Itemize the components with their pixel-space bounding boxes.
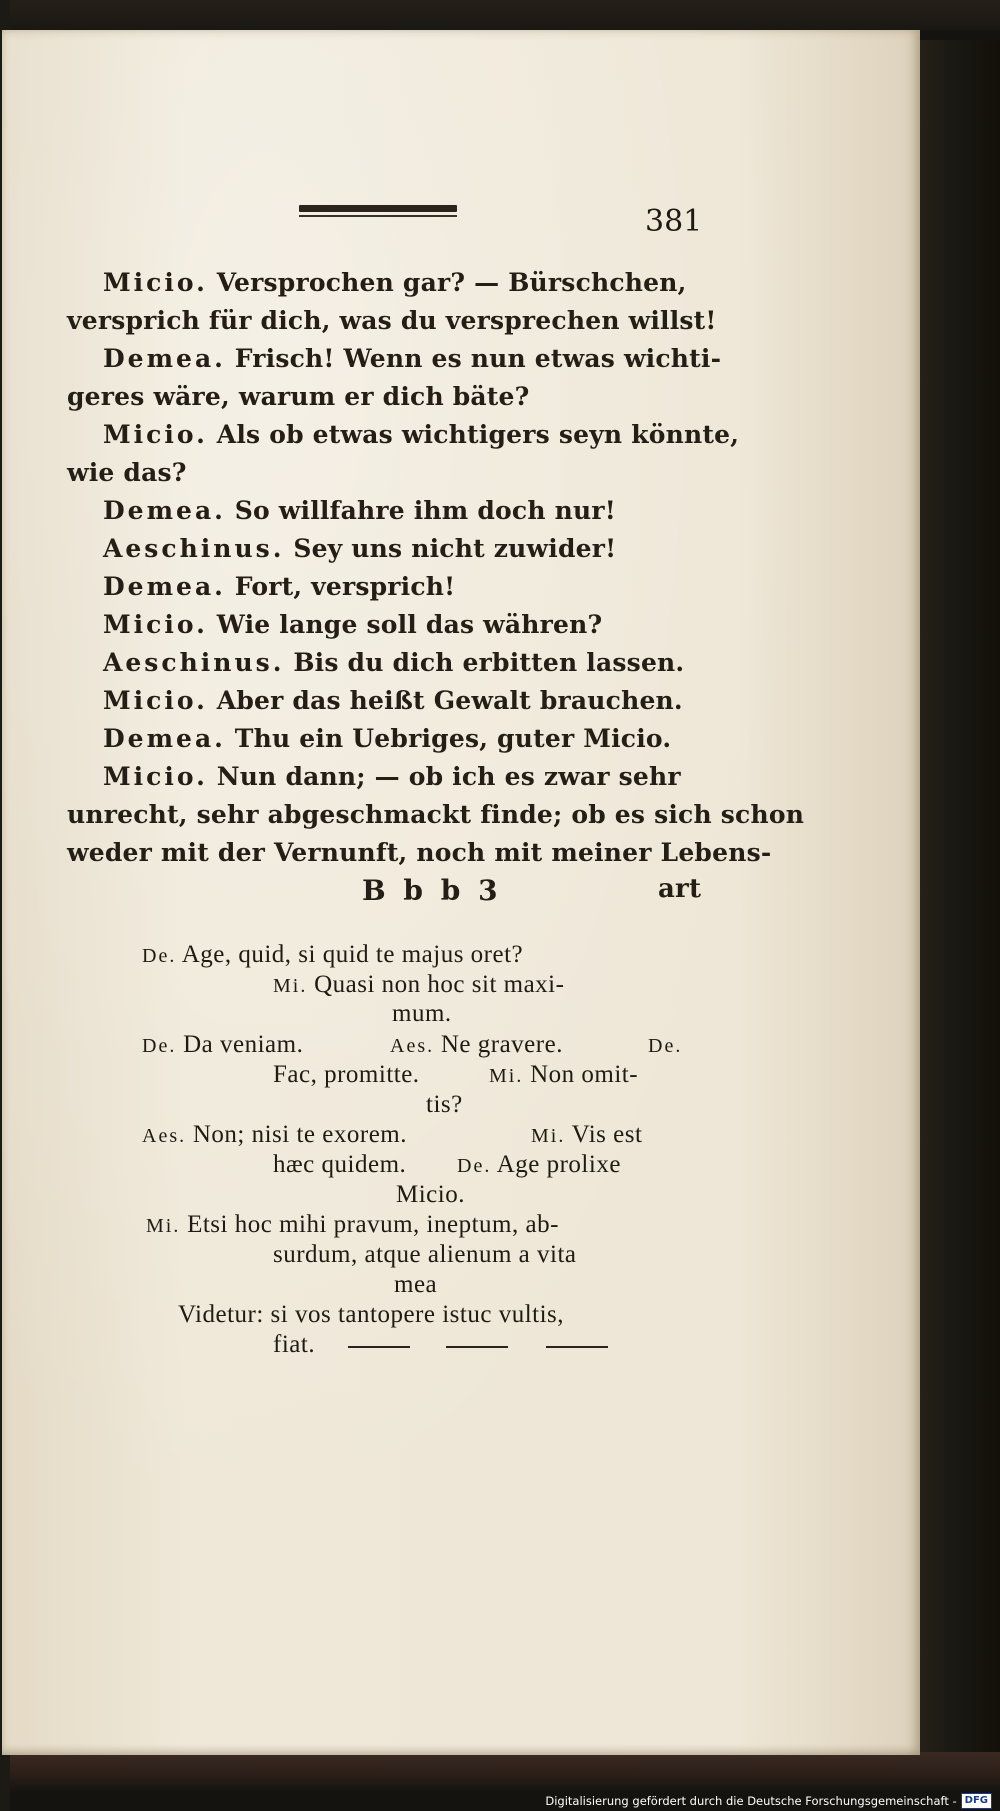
latin-line-19 (273, 1331, 315, 1359)
scan-frame-bottom (0, 1752, 1000, 1792)
line-text: Micio. (396, 1181, 465, 1208)
ellipsis-dash (546, 1346, 608, 1348)
line-text: Age, quid, si quid te majus oret? (181, 941, 524, 968)
line-text: Ne gravere. (440, 1031, 563, 1058)
german-line-6 (67, 458, 187, 487)
line-text: Non omit- (530, 1061, 639, 1088)
latin-line-14 (396, 1181, 465, 1209)
line-text: Non; nisi te exorem. (192, 1121, 407, 1148)
speaker-name: Demea. (103, 344, 226, 373)
speaker-name: Micio. (103, 268, 208, 297)
speaker-name: Micio. (103, 420, 208, 449)
speaker-name: Micio. (103, 762, 208, 791)
german-line-14 (103, 762, 681, 791)
credit-text: Digitalisierung gefördert durch die Deutsche Forschungsgemeinschaft - (545, 1793, 957, 1808)
german-line-15 (67, 800, 804, 829)
line-text: Frisch! Wenn es nun etwas wichti- (234, 344, 722, 373)
latin-line-2 (273, 971, 564, 999)
speaker-abbr: Mi. (273, 975, 308, 997)
german-line-11 (103, 648, 684, 677)
speaker-abbr: De. (457, 1155, 492, 1177)
speaker-name: Demea. (103, 724, 226, 753)
catchword: art (658, 874, 702, 904)
line-text: mea (394, 1271, 438, 1298)
line-text: Nun dann; — ob ich es zwar sehr (216, 762, 681, 791)
speaker-abbr: Mi. (489, 1065, 524, 1087)
german-line-8 (103, 534, 616, 563)
speaker-abbr: De. (142, 1035, 177, 1057)
latin-line-17 (394, 1271, 437, 1299)
line-text: So willfahre ihm doch nur! (234, 496, 616, 525)
latin-line-4 (142, 1031, 303, 1059)
line-text: Thu ein Uebriges, guter Micio. (234, 724, 672, 753)
line-text: Etsi hoc mihi pravum, ineptum, ab- (187, 1211, 559, 1238)
speaker-name: Micio. (103, 610, 208, 639)
page-number: 381 (645, 204, 703, 239)
latin-line-16 (273, 1241, 577, 1269)
line-text: Als ob etwas wichtigers seyn könnte, (216, 420, 740, 449)
line-text: tis? (426, 1091, 463, 1118)
line-text: geres wäre, warum er dich bäte? (67, 382, 530, 411)
german-line-9 (103, 572, 455, 601)
line-text: Fort, versprich! (234, 572, 456, 601)
german-line-7 (103, 496, 616, 525)
line-text: mum. (392, 1000, 452, 1027)
speaker-abbr: Aes. (390, 1035, 435, 1057)
german-line-5 (103, 420, 739, 449)
german-line-4 (67, 382, 530, 411)
speaker-name: Aeschinus. (103, 648, 285, 677)
line-text: Vis est (571, 1121, 643, 1148)
latin-line-15 (146, 1211, 559, 1239)
line-text: hæc quidem. (273, 1151, 407, 1178)
latin-line-9 (426, 1091, 463, 1119)
german-line-2 (67, 306, 717, 335)
scan-frame-top (0, 0, 1000, 30)
speaker-abbr: Mi. (146, 1215, 181, 1237)
speaker-abbr: De. (648, 1035, 683, 1057)
latin-line-6 (648, 1031, 682, 1059)
line-text: Wie lange soll das währen? (216, 610, 603, 639)
line-text: Age prolixe (496, 1151, 621, 1178)
ellipsis-dash (446, 1346, 508, 1348)
latin-line-7 (273, 1061, 420, 1089)
speaker-name: Demea. (103, 496, 226, 525)
header-ornament-rule (299, 205, 457, 212)
german-line-10 (103, 610, 602, 639)
line-text: Fac, promitte. (273, 1061, 420, 1088)
german-line-1 (103, 268, 687, 297)
latin-line-10 (142, 1121, 407, 1149)
latin-line-3 (392, 1000, 452, 1028)
line-text: wie das? (67, 458, 187, 487)
speaker-name: Aeschinus. (103, 534, 285, 563)
line-text: fiat. (273, 1331, 316, 1358)
line-text: weder mit der Vernunft, noch mit meiner Lebens- (67, 838, 772, 867)
german-line-3 (103, 344, 721, 373)
speaker-abbr: Aes. (142, 1125, 187, 1147)
line-text: Aber das heißt Gewalt brauchen. (216, 686, 683, 715)
line-text: surdum, atque alienum a vita (273, 1241, 577, 1268)
latin-line-12 (273, 1151, 406, 1179)
latin-line-8 (489, 1061, 638, 1089)
line-text: unrecht, sehr abgeschmackt finde; ob es sich schon (67, 800, 805, 829)
latin-line-13 (457, 1151, 621, 1179)
book-edge (918, 40, 1000, 1775)
german-line-12 (103, 686, 683, 715)
latin-line-18 (178, 1301, 564, 1329)
signature-mark: B b b 3 (362, 874, 502, 907)
latin-line-5 (390, 1031, 563, 1059)
line-text: Bis du dich erbitten lassen. (293, 648, 685, 677)
digitization-credit (545, 1792, 992, 1809)
line-text: Versprochen gar? — Bürschchen, (216, 268, 687, 297)
line-text: Da veniam. (183, 1031, 304, 1058)
speaker-abbr: De. (142, 945, 177, 967)
speaker-name: Demea. (103, 572, 226, 601)
line-text: versprich für dich, was du versprechen willst! (67, 306, 717, 335)
latin-line-11 (531, 1121, 642, 1149)
dfg-logo: DFG (961, 1793, 992, 1809)
line-text: Videtur: si vos tantopere istuc vultis, (178, 1301, 565, 1328)
ellipsis-dash (348, 1346, 410, 1348)
speaker-abbr: Mi. (531, 1125, 566, 1147)
german-line-16 (67, 838, 771, 867)
latin-line-1 (142, 941, 523, 969)
german-line-13 (103, 724, 671, 753)
line-text: Quasi non hoc sit maxi- (314, 971, 565, 998)
speaker-name: Micio. (103, 686, 208, 715)
line-text: Sey uns nicht zuwider! (293, 534, 617, 563)
